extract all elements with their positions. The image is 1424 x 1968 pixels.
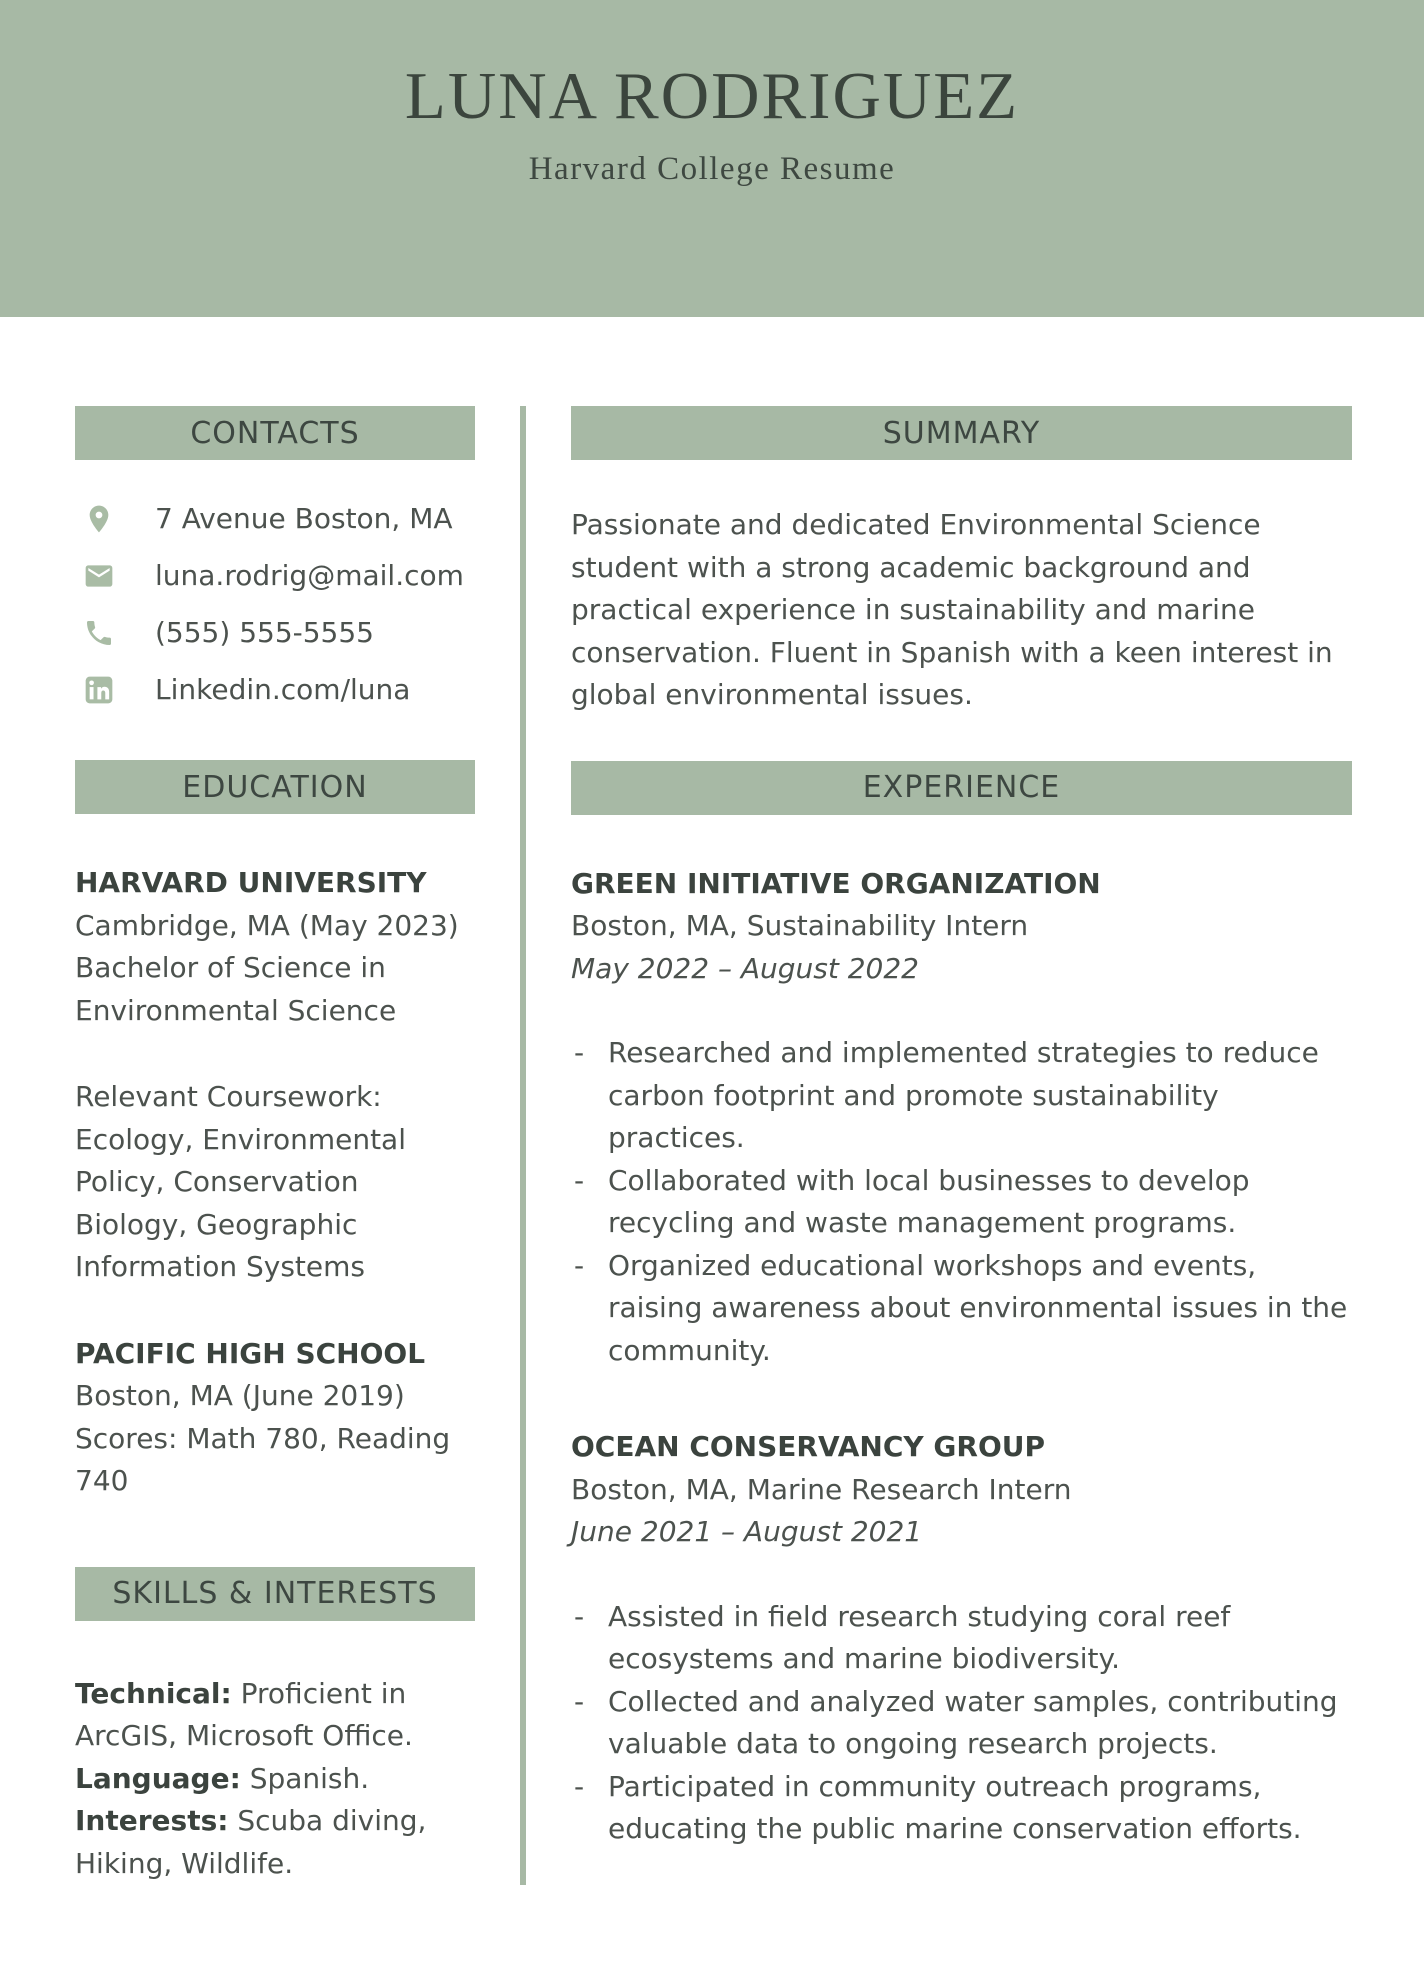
skill-text: Spanish.	[249, 1761, 370, 1795]
skill-text: Proficient in ArcGIS, Microsoft Office.	[75, 1676, 413, 1752]
bullet-text: Researched and implemented strategies to reduce carbon footprint and promote sustainability practices.	[608, 1036, 1319, 1154]
degree: Bachelor of Science in Environmental Science	[75, 951, 397, 1027]
skill-text: Scuba diving, Hiking, Wildlife.	[75, 1804, 427, 1880]
skills-list	[75, 1673, 475, 1886]
skills-section-header: SKILLS & INTERESTS	[75, 1567, 475, 1621]
skill-item-technical	[75, 1673, 475, 1758]
school-name: PACIFIC HIGH SCHOOL	[75, 1336, 426, 1370]
bullet-dash: -	[574, 1036, 585, 1069]
education-coursework	[75, 1076, 475, 1289]
bullet-text: Organized educational workshops and events, raising awareness about environmental issues in the community.	[608, 1248, 1348, 1367]
right-column	[571, 406, 1352, 1885]
contact-item-address	[75, 490, 475, 547]
job-dates: June 2021 – August 2021	[571, 1515, 923, 1548]
bullet-dash: -	[574, 1684, 585, 1718]
education-section-header: EDUCATION	[75, 760, 475, 814]
contacts-section-header: CONTACTS	[75, 406, 475, 460]
contact-linkedin-text: Linkedin.com/luna	[155, 673, 411, 706]
school-name: HARVARD UNIVERSITY	[75, 866, 427, 899]
company-name: OCEAN CONSERVANCY GROUP	[571, 1430, 1046, 1463]
bullet-dash: -	[574, 1163, 585, 1197]
resume-subtitle: Harvard College Resume	[528, 151, 896, 187]
company-name: GREEN INITIATIVE ORGANIZATION	[571, 866, 1101, 900]
skill-label: Interests:	[75, 1804, 229, 1837]
bullet-item	[571, 1596, 1352, 1681]
job-role: Boston, MA, Marine Research Intern	[571, 1472, 1072, 1506]
summary-section-header: SUMMARY	[571, 406, 1352, 460]
coursework-list: Ecology, Environmental Policy, Conservation Biology, Geographic Information Systems	[75, 1122, 406, 1283]
job-role: Boston, MA, Sustainability Intern	[571, 909, 1029, 942]
bullet-text: Collaborated with local businesses to develop recycling and waste management programs.	[608, 1163, 1250, 1239]
resume-body	[0, 406, 1424, 1885]
bullet-item	[571, 1766, 1352, 1851]
contact-item-linkedin	[75, 661, 475, 718]
bullet-item	[571, 1032, 1352, 1160]
contact-address-text: 7 Avenue Boston, MA	[155, 502, 453, 535]
job-green-initiative	[571, 863, 1352, 1373]
skill-item-language	[75, 1758, 475, 1801]
education-entry-harvard	[75, 862, 475, 1032]
job-dates: May 2022 – August 2022	[571, 951, 919, 985]
bullet-dash: -	[574, 1769, 585, 1803]
summary-text: Passionate and dedicated Environmental Science student with a strong academic background and practical experience in sustainability and marine conservation. Fluent in Spanish with a keen interest in global environmental issues.	[571, 508, 1333, 711]
contact-email-text: luna.rodrig@mail.com	[155, 559, 464, 592]
linkedin-icon	[83, 674, 115, 706]
coursework-label: Relevant Coursework:	[75, 1080, 382, 1113]
left-column	[75, 406, 475, 1885]
job-bullet-list	[571, 1596, 1352, 1851]
bullet-item	[571, 1160, 1352, 1245]
column-divider	[520, 406, 526, 1885]
bullet-item	[571, 1245, 1352, 1373]
contacts-list	[75, 490, 475, 718]
school-location-date: Cambridge, MA (May 2023)	[75, 908, 459, 942]
contact-item-email	[75, 547, 475, 604]
bullet-item	[571, 1681, 1352, 1766]
experience-section-header: EXPERIENCE	[571, 761, 1352, 815]
contact-phone-text: (555) 555-5555	[155, 616, 374, 649]
bullet-text: Participated in community outreach programs, educating the public marine conservation efforts.	[608, 1769, 1302, 1845]
location-pin-icon	[83, 503, 115, 535]
skill-label: Technical:	[75, 1676, 232, 1710]
bullet-dash: -	[574, 1248, 585, 1282]
phone-icon	[83, 617, 115, 649]
job-bullet-list	[571, 1032, 1352, 1372]
skill-label: Language:	[75, 1761, 241, 1795]
school-location-date: Boston, MA (June 2019)	[75, 1379, 405, 1412]
skill-item-interests	[75, 1800, 475, 1885]
resume-header-banner	[0, 0, 1424, 317]
education-content	[75, 862, 475, 1503]
job-ocean-conservancy	[571, 1426, 1352, 1851]
school-scores: Scores: Math 780, Reading 740	[75, 1421, 451, 1497]
bullet-text: Assisted in field research studying coral reef ecosystems and marine biodiversity.	[608, 1599, 1231, 1675]
contact-item-phone	[75, 604, 475, 661]
envelope-icon	[83, 560, 115, 592]
candidate-name: LUNA RODRIGUEZ	[404, 59, 1020, 133]
bullet-text: Collected and analyzed water samples, contributing valuable data to ongoing research projects.	[608, 1684, 1338, 1760]
bullet-dash: -	[574, 1599, 585, 1633]
education-entry-highschool	[75, 1333, 475, 1503]
